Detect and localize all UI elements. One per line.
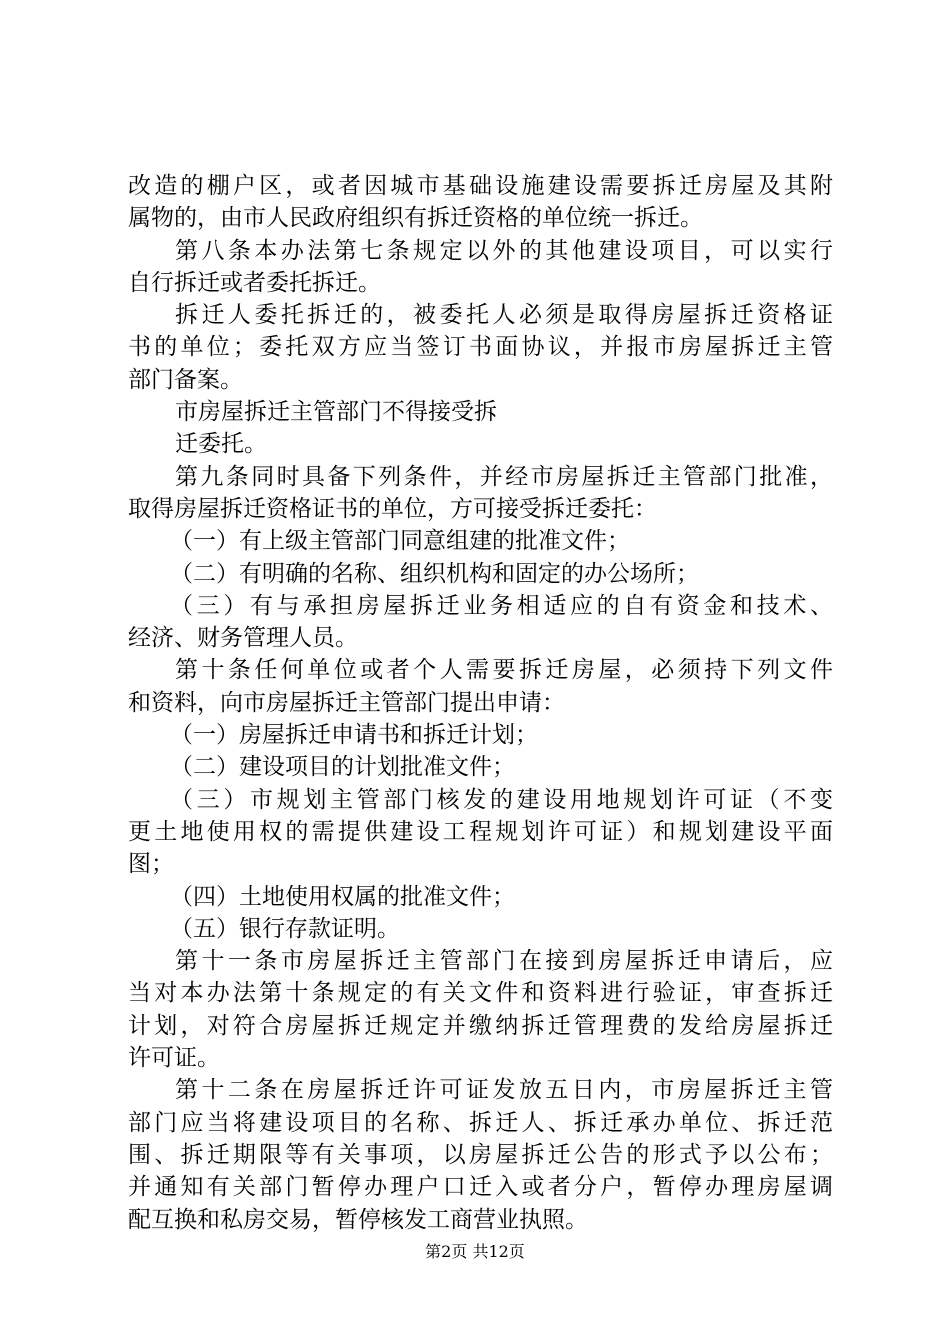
text-line: 书的单位；委托双方应当签订书面协议，并报市房屋拆迁主管: [128, 334, 833, 361]
text-line: 自行拆迁或者委托拆迁。: [128, 269, 381, 296]
text-line: （一）房屋拆迁申请书和拆迁计划；: [170, 722, 538, 749]
text-line: 许可证。: [128, 1045, 220, 1072]
text-line: 改造的棚户区，或者因城市基础设施建设需要拆迁房屋及其附: [128, 173, 833, 199]
text-line: （二）建设项目的计划批准文件；: [170, 754, 515, 781]
text-line: 配互换和私房交易，暂停核发工商营业执照。: [128, 1206, 588, 1233]
text-line: 拆迁人委托拆迁的，被委托人必须是取得房屋拆迁资格证: [175, 302, 833, 329]
text-line: 当对本办法第十条规定的有关文件和资料进行验证，审查拆迁: [128, 980, 833, 1007]
text-line: （一）有上级主管部门同意组建的批准文件；: [170, 528, 630, 555]
text-line: （四）土地使用权属的批准文件；: [170, 883, 515, 910]
text-line: 第十一条市房屋拆迁主管部门在接到房屋拆迁申请后，应: [175, 948, 833, 975]
page-number: 第2页 共12页: [425, 1242, 525, 1261]
text-line: 图；: [128, 851, 174, 878]
text-line: （三）市规划主管部门核发的建设用地规划许可证（不变: [170, 786, 833, 813]
text-line: 市房屋拆迁主管部门不得接受拆: [175, 399, 497, 426]
text-line: 第八条本办法第七条规定以外的其他建设项目，可以实行: [175, 237, 833, 264]
document-body: [128, 170, 833, 1236]
text-line: 属物的，由市人民政府组织有拆迁资格的单位统一拆迁。: [128, 205, 703, 232]
text-line: 计划，对符合房屋拆迁规定并缴纳拆迁管理费的发给房屋拆迁: [128, 1012, 833, 1039]
text-line: 取得房屋拆迁资格证书的单位，方可接受拆迁委托：: [128, 495, 657, 522]
text-line: 部门备案。: [128, 366, 243, 393]
text-line: 迁委托。: [175, 431, 267, 458]
text-line: （三）有与承担房屋拆迁业务相适应的自有资金和技术、: [170, 592, 833, 619]
text-line: 和资料，向市房屋拆迁主管部门提出申请：: [128, 689, 565, 716]
text-line: 第十二条在房屋拆迁许可证发放五日内，市房屋拆迁主管: [175, 1077, 833, 1104]
text-line: 第九条同时具备下列条件，并经市房屋拆迁主管部门批准，: [175, 463, 833, 490]
text-line: 并通知有关部门暂停办理户口迁入或者分户，暂停办理房屋调: [128, 1174, 833, 1201]
text-line: （五）银行存款证明。: [170, 915, 400, 942]
page-footer: [0, 1241, 950, 1263]
text-line: 第十条任何单位或者个人需要拆迁房屋，必须持下列文件: [175, 657, 833, 684]
text-line: 围、拆迁期限等有关事项，以房屋拆迁公告的形式予以公布；: [128, 1141, 833, 1168]
text-line: 更土地使用权的需提供建设工程规划许可证）和规划建设平面: [128, 818, 833, 845]
text-line: 部门应当将建设项目的名称、拆迁人、拆迁承办单位、拆迁范: [128, 1109, 833, 1136]
text-line: 经济、财务管理人员。: [128, 625, 358, 652]
text-line: （二）有明确的名称、组织机构和固定的办公场所；: [170, 560, 699, 587]
